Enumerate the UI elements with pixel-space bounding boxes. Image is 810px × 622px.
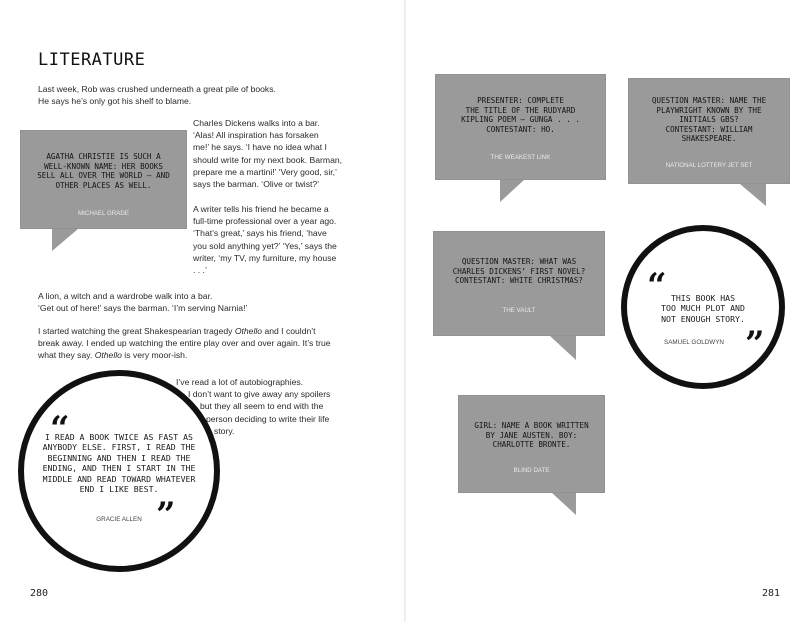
autobio-line: story. <box>214 425 235 436</box>
open-quote-icon: “ <box>50 409 70 449</box>
writer-line: ‘That’s great,’ says his friend, ‘have <box>193 228 327 239</box>
bubble-tail <box>550 336 576 360</box>
narnia-joke <box>38 290 378 314</box>
dickens-line: ‘Alas! All inspiration has forsaken <box>193 130 319 141</box>
page-number-right: 281 <box>762 588 781 599</box>
quote-circle <box>621 225 785 389</box>
bubble-source: MICHAEL GRADE <box>78 210 129 217</box>
intro-line: Last week, Rob was crushed underneath a great pile of books. <box>38 84 276 94</box>
bubble-tail <box>552 493 576 515</box>
dickens-joke <box>193 117 368 190</box>
bubble-source: NATIONAL LOTTERY JET SET <box>665 162 753 169</box>
autobio-line: I don’t want to give away any spoilers <box>188 389 331 400</box>
narnia-line: ‘Get out of here!’ says the barman. ‘I’m serving Narnia!’ <box>38 303 248 314</box>
circle-quote: I READ A BOOK TWICE AS FAST AS ANYBODY ELSE. FIRST, I READ THE BEGINNING AND THEN I READ THE ENDING, AND THEN I START IN THE MIDDLE AND READ TOWARD WHATEVER END I LIKE BEST. <box>42 432 196 495</box>
othello-line: I started watching the great Shakespearian tragedy Othello and I couldn’t <box>38 326 316 336</box>
quote-bubble <box>435 74 606 180</box>
bubble-quote: GIRL: NAME A BOOK WRITTEN BY JANE AUSTEN. BOY: CHARLOTTE BRONTE. <box>474 421 589 450</box>
writer-line: . . .’ <box>193 265 207 276</box>
quote-bubble <box>433 231 605 336</box>
othello-line: break away. I ended up watching the entire play over and over again. It’s true <box>38 338 331 349</box>
autobio-line: but they all seem to end with the <box>200 401 324 412</box>
bubble-tail <box>740 184 766 206</box>
circle-source: GRACIE ALLEN <box>96 516 142 523</box>
writer-line: full-time professional over a year ago. <box>193 216 337 227</box>
bubble-tail <box>52 229 78 251</box>
open-quote-icon: “ <box>647 266 667 306</box>
intro-joke <box>38 83 378 107</box>
quote-bubble <box>458 395 605 493</box>
writer-line: you sold anything yet?’ ‘Yes,’ says the <box>193 240 337 251</box>
page-gutter <box>404 0 406 622</box>
bubble-quote: AGATHA CHRISTIE IS SUCH A WELL-KNOWN NAME: HER BOOKS SELL ALL OVER THE WORLD – AND OTHER PLACES AS WELL. <box>37 152 170 190</box>
bubble-quote: QUESTION MASTER: NAME THE PLAYWRIGHT KNOWN BY THE INITIALS GBS? CONTESTANT: WILLIAM SHAKESPEARE. <box>651 96 767 144</box>
bubble-source: BLIND DATE <box>513 467 550 474</box>
quote-bubble <box>628 78 790 184</box>
bubble-tail <box>500 180 524 202</box>
intro-line: He says he’s only got his shelf to blame. <box>38 96 192 107</box>
bubble-quote: PRESENTER: COMPLETE THE TITLE OF THE RUDYARD KIPLING POEM – GUNGA . . . CONTESTANT: HO. <box>461 96 580 134</box>
dickens-line: me!’ he says. ‘I have no idea what I <box>193 142 327 153</box>
dickens-line: says the barman. ‘Olive or twist?’ <box>193 179 320 190</box>
close-quote-icon: ” <box>156 495 176 535</box>
quote-bubble <box>20 130 187 229</box>
writer-line: A writer tells his friend he became a <box>193 204 329 214</box>
circle-quote: THIS BOOK HAS TOO MUCH PLOT AND NOT ENOUGH STORY. <box>661 293 745 324</box>
autobio-line: I’ve read a lot of autobiographies. <box>176 377 304 387</box>
autobio-line: person deciding to write their life <box>206 413 330 424</box>
writer-joke <box>193 203 368 276</box>
othello-line: what they say. Othello is very moor-ish. <box>38 350 188 361</box>
othello-joke <box>38 325 378 362</box>
page-title: LITERATURE <box>38 50 146 70</box>
bubble-quote: QUESTION MASTER: WHAT WAS CHARLES DICKENS’ FIRST NOVEL? CONTESTANT: WHITE CHRISTMAS? <box>452 257 586 286</box>
bubble-source: THE WEAKEST LINK <box>490 154 551 161</box>
page-number-left: 280 <box>30 588 49 599</box>
narnia-line: A lion, a witch and a wardrobe walk into a bar. <box>38 291 213 301</box>
bubble-source: THE VAULT <box>502 307 536 314</box>
dickens-line: should write for my next book. Barman, <box>193 154 343 165</box>
dickens-line: Charles Dickens walks into a bar. <box>193 118 320 128</box>
close-quote-icon: ” <box>745 324 765 364</box>
dickens-line: prepare me a martini!’ ‘Very good, sir,’ <box>193 166 337 177</box>
circle-source: SAMUEL GOLDWYN <box>664 339 724 346</box>
writer-line: writer, ‘my TV, my furniture, my house <box>193 252 337 263</box>
quote-circle <box>18 370 220 572</box>
